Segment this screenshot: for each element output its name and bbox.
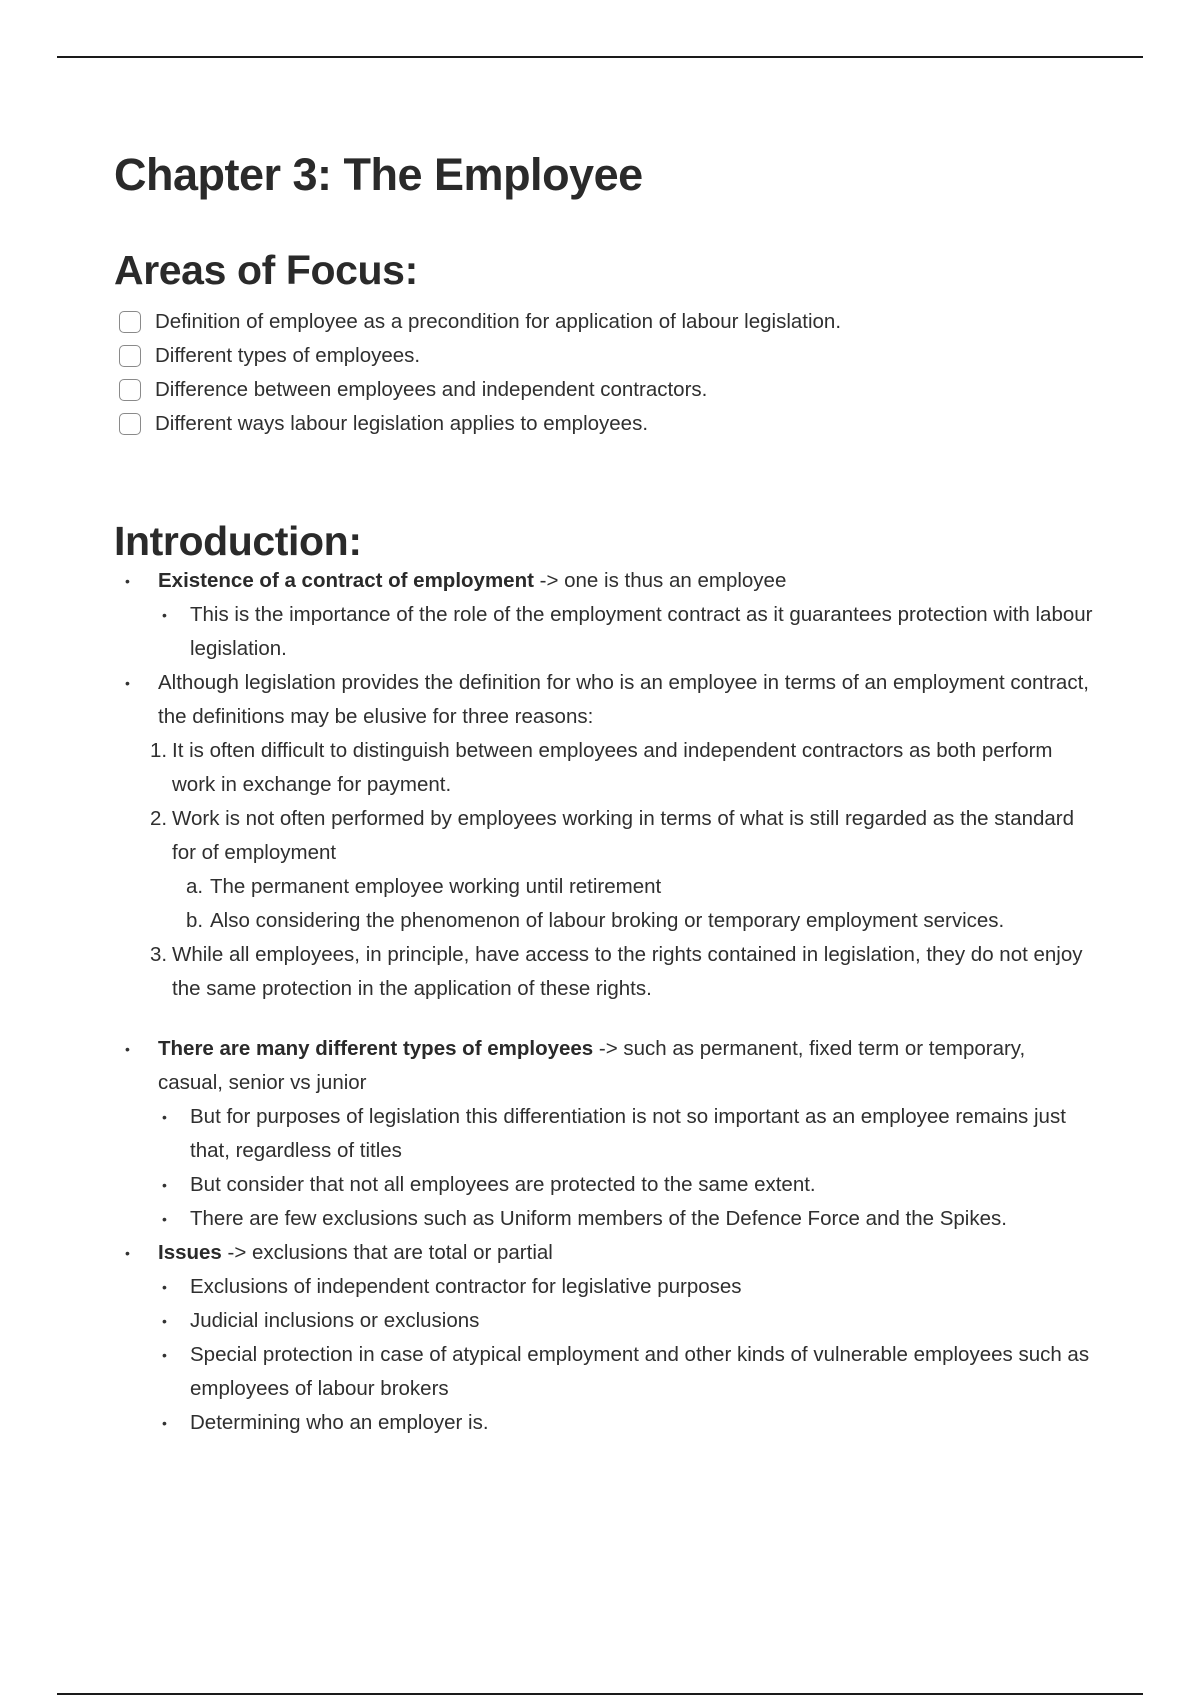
sub-list-item: • Exclusions of independent contractor for legislative purposes [158, 1270, 1094, 1304]
lettered-list [172, 870, 1094, 938]
bottom-divider [57, 1693, 1143, 1695]
sub-list-item: • This is the importance of the role of the employment contract as it guarantees protection with labour legislation. [158, 598, 1094, 666]
list-item [114, 666, 1094, 1032]
checkbox[interactable] [119, 311, 141, 333]
list-item [114, 1236, 1094, 1440]
numbered-item [150, 802, 1094, 938]
page-title: Chapter 3: The Employee [114, 149, 643, 200]
checklist-item [114, 407, 1094, 441]
focus-checklist [114, 305, 1094, 441]
introduction-heading: Introduction: [114, 517, 362, 564]
item-text: Although legislation provides the definition for who is an employee in terms of an employment contract, the definitions may be elusive for three reasons: [158, 670, 1089, 728]
lettered-item [186, 904, 1094, 938]
checklist-item [114, 339, 1094, 373]
bold-phrase: There are many different types of employees [158, 1036, 594, 1060]
item-text: -> exclusions that are total or partial [221, 1240, 553, 1264]
numbered-item-text: Work is not often performed by employees working in terms of what is still regarded as the standard for of employment [172, 806, 1075, 864]
numbered-item [150, 938, 1094, 1006]
document-body [114, 150, 1094, 1440]
checklist-item [114, 305, 1094, 339]
checklist-item-text: Different types of employees. [155, 343, 421, 367]
top-divider [57, 56, 1143, 58]
checkbox[interactable] [119, 413, 141, 435]
sub-list [158, 1270, 1094, 1440]
bold-phrase: Issues [158, 1240, 222, 1264]
sub-list-item: • Judicial inclusions or exclusions [158, 1304, 1094, 1338]
checklist-item-text: Difference between employees and independent contractors. [155, 377, 708, 401]
bold-phrase: Existence of a contract of employment [158, 568, 534, 592]
checklist-item-text: Different ways labour legislation applies to employees. [155, 411, 649, 435]
checklist-item-text: Definition of employee as a precondition for application of labour legislation. [155, 309, 842, 333]
item-text: -> such as permanent, fixed term or temporary, casual, senior vs junior [158, 1036, 1026, 1094]
checklist-item [114, 373, 1094, 407]
introduction-list [114, 564, 1094, 1440]
list-item [114, 1032, 1094, 1236]
item-text: -> one is thus an employee [533, 568, 787, 592]
sub-list [158, 1100, 1094, 1236]
sub-list-item: • But consider that not all employees are protected to the same extent. [158, 1168, 1094, 1202]
lettered-item [186, 870, 1094, 904]
sub-list-item: • But for purposes of legislation this differentiation is not so important as an employee remains just that, regardless of titles [158, 1100, 1094, 1168]
sub-list-item: • Special protection in case of atypical employment and other kinds of vulnerable employees such as employees of labour brokers [158, 1338, 1094, 1406]
list-item [114, 564, 1094, 666]
list-number: 3. [150, 942, 168, 966]
lettered-item-text: The permanent employee working until retirement [210, 874, 662, 898]
numbered-item [150, 734, 1094, 802]
numbered-list [150, 734, 1094, 1006]
spacer [158, 1006, 1094, 1032]
checkbox[interactable] [119, 379, 141, 401]
lettered-item-text: Also considering the phenomenon of labour broking or temporary employment services. [210, 908, 1005, 932]
sub-list-item: • Determining who an employer is. [158, 1406, 1094, 1440]
sub-list-item: • There are few exclusions such as Uniform members of the Defence Force and the Spikes. [158, 1202, 1094, 1236]
numbered-item-text: It is often difficult to distinguish between employees and independent contractors as both perform work in exchange for payment. [172, 738, 1053, 796]
list-number: 2. [150, 806, 168, 830]
numbered-item-text: While all employees, in principle, have access to the rights contained in legislation, they do not enjoy the same protection in the application of these rights. [172, 942, 1083, 1000]
list-letter: b. [186, 908, 204, 932]
checkbox[interactable] [119, 345, 141, 367]
areas-of-focus-heading: Areas of Focus: [114, 246, 418, 293]
list-number: 1. [150, 738, 168, 762]
list-letter: a. [186, 874, 204, 898]
sub-list [158, 598, 1094, 666]
